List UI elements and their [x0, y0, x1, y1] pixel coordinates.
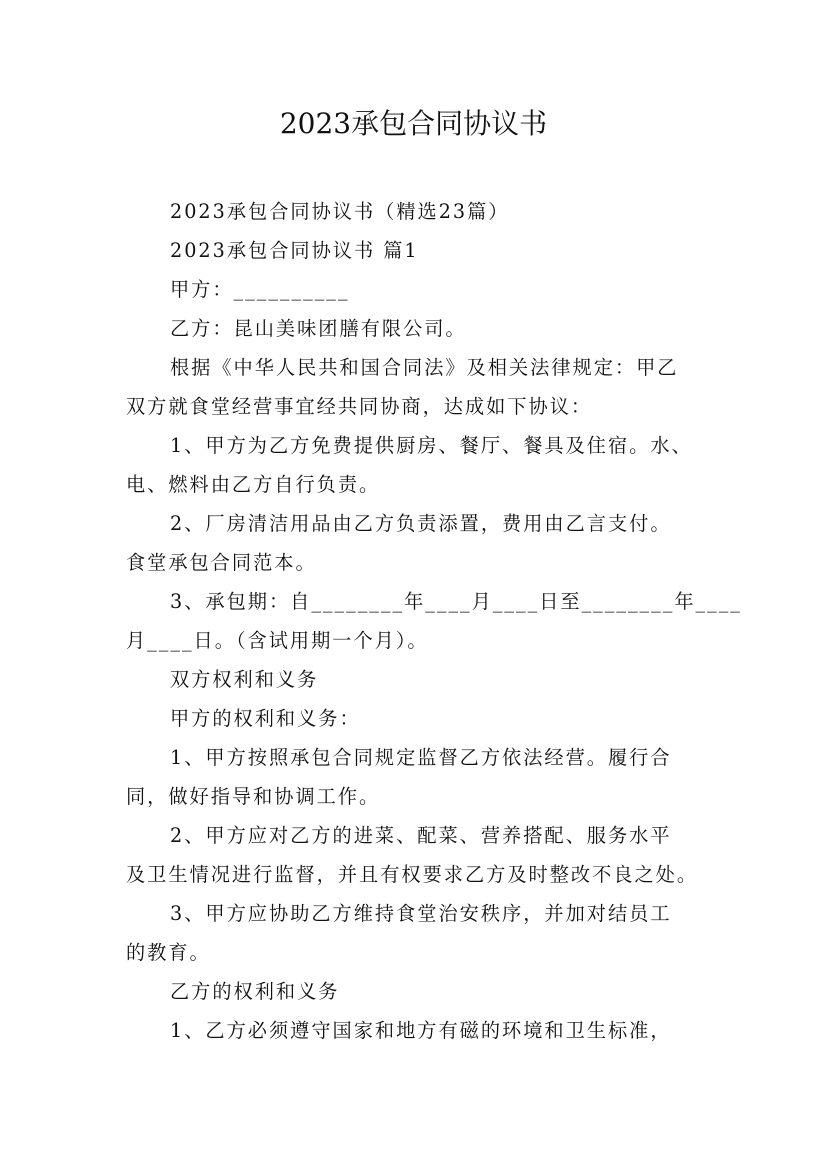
document-line: 双方就食堂经营事宜经共同协商，达成如下协议：	[126, 395, 593, 418]
document-body	[126, 192, 742, 1050]
document-line: 同，做好指导和协调工作。	[126, 785, 381, 808]
document-line: 月____日。（含试用期一个月）。	[126, 629, 429, 652]
document-line: 乙方的权利和义务	[170, 980, 340, 1003]
document-line: 2023承包合同协议书（精选23篇）	[170, 200, 510, 223]
document-line: 1、乙方必须遵守国家和地方有磁的环境和卫生标准，	[170, 1019, 672, 1042]
document-line: 1、甲方按照承包合同规定监督乙方依法经营。履行合	[170, 746, 672, 769]
document-line: 甲方的权利和义务：	[170, 707, 361, 730]
document-line: 双方权利和义务	[170, 668, 319, 691]
document-line: 食堂承包合同范本。	[126, 551, 317, 574]
document-title: 2023承包合同协议书	[279, 107, 548, 140]
document-line: 2、厂房清洁用品由乙方负责添置，费用由乙言支付。	[170, 512, 672, 535]
document-line: 甲方：__________	[170, 278, 350, 301]
document-line: 乙方：昆山美味团膳有限公司。	[170, 317, 467, 340]
document-line: 2023承包合同协议书 篇1	[170, 239, 419, 262]
document-line: 的教育。	[126, 941, 211, 964]
document-line: 3、承包期：自________年____月____日至________年____	[170, 590, 742, 613]
document-line: 2、甲方应对乙方的进菜、配菜、营养搭配、服务水平	[170, 824, 672, 847]
document-line: 1、甲方为乙方免费提供厨房、餐厅、餐具及住宿。水、	[170, 434, 693, 457]
document-line: 及卫生情况进行监督，并且有权要求乙方及时整改不良之处。	[126, 863, 699, 886]
document-line: 3、甲方应协助乙方维持食堂治安秩序，并加对结员工	[170, 902, 672, 925]
document-line: 根据《中华人民共和国合同法》及相关法律规定：甲乙	[170, 356, 679, 379]
document-line: 电、燃料由乙方自行负责。	[126, 473, 381, 496]
